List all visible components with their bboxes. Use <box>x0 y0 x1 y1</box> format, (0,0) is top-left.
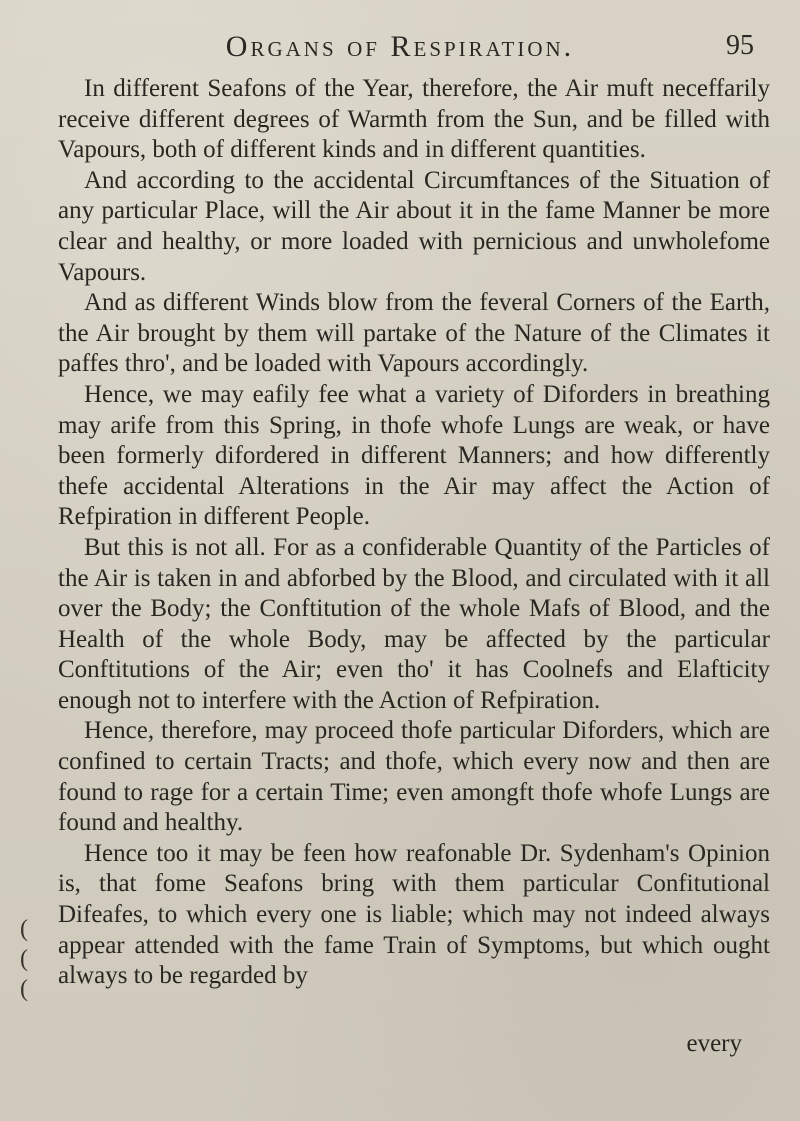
running-head <box>0 22 800 66</box>
catchword: every <box>686 1030 742 1057</box>
margin-bracket-mark: ( <box>20 946 28 972</box>
margin-bracket-mark: ( <box>20 916 28 942</box>
paragraph-winds: And as different Winds blow from the feveral Corners of the Earth, the Air brought by them will partake of the Nature of the Climates it paffes thro', and be loaded with Vapours accordingly. <box>58 289 770 378</box>
paragraph-situation: And according to the accidental Circumftances of the Situation of any particular Place, will the Air about it in the fame Manner be more clear and healthy, or more loaded with pernicious and unwholefome Vapours. <box>58 166 770 286</box>
paragraph-disorders: Hence, we may eafily fee what a variety of Diforders in breathing may arife from this Spring, in thofe whofe Lungs are weak, or have been formerly difordered in different Manners; and how differently thefe accidental Alterations in the Air may affect the Action of Refpiration in different People. <box>58 380 770 531</box>
paragraph-seasons: In different Seafons of the Year, therefore, the Air muft neceffarily receive different degrees of Warmth from the Sun, and be filled with Vapours, both of different kinds and in different quantities. <box>58 75 770 164</box>
paragraph-blood: But this is not all. For as a confiderable Quantity of the Particles of the Air is taken in and abforbed by the Blood, and circulated with it all over the Body; the Conftitution of the whole Mafs of Blood, and the Health of the whole Body, may be affected by the particular Conftitutions of the Air; even tho' it has Coolnefs and Elafticity enough not to interfere with the Action of Refpiration. <box>58 533 770 714</box>
margin-bracket-mark: ( <box>20 976 28 1002</box>
running-title: Organs of Respiration. <box>225 30 575 63</box>
paragraph-tracts: Hence, therefore, may proceed thofe particular Diforders, which are confined to certain Tracts; and thofe, which every now and then are found to rage for a certain Time; even amongft thofe whofe Lungs are found and healthy. <box>58 717 770 837</box>
body-text <box>58 74 770 992</box>
paragraph-sydenham: Hence too it may be feen how reafonable Dr. Sydenham's Opinion is, that fome Seafons bring with them particular Confitutional Difeafes, to which every one is liable; which may not indeed always appear attended with the fame Train of Symptoms, but which ought always to be regarded by <box>58 839 770 990</box>
page-number: 95 <box>726 30 754 61</box>
